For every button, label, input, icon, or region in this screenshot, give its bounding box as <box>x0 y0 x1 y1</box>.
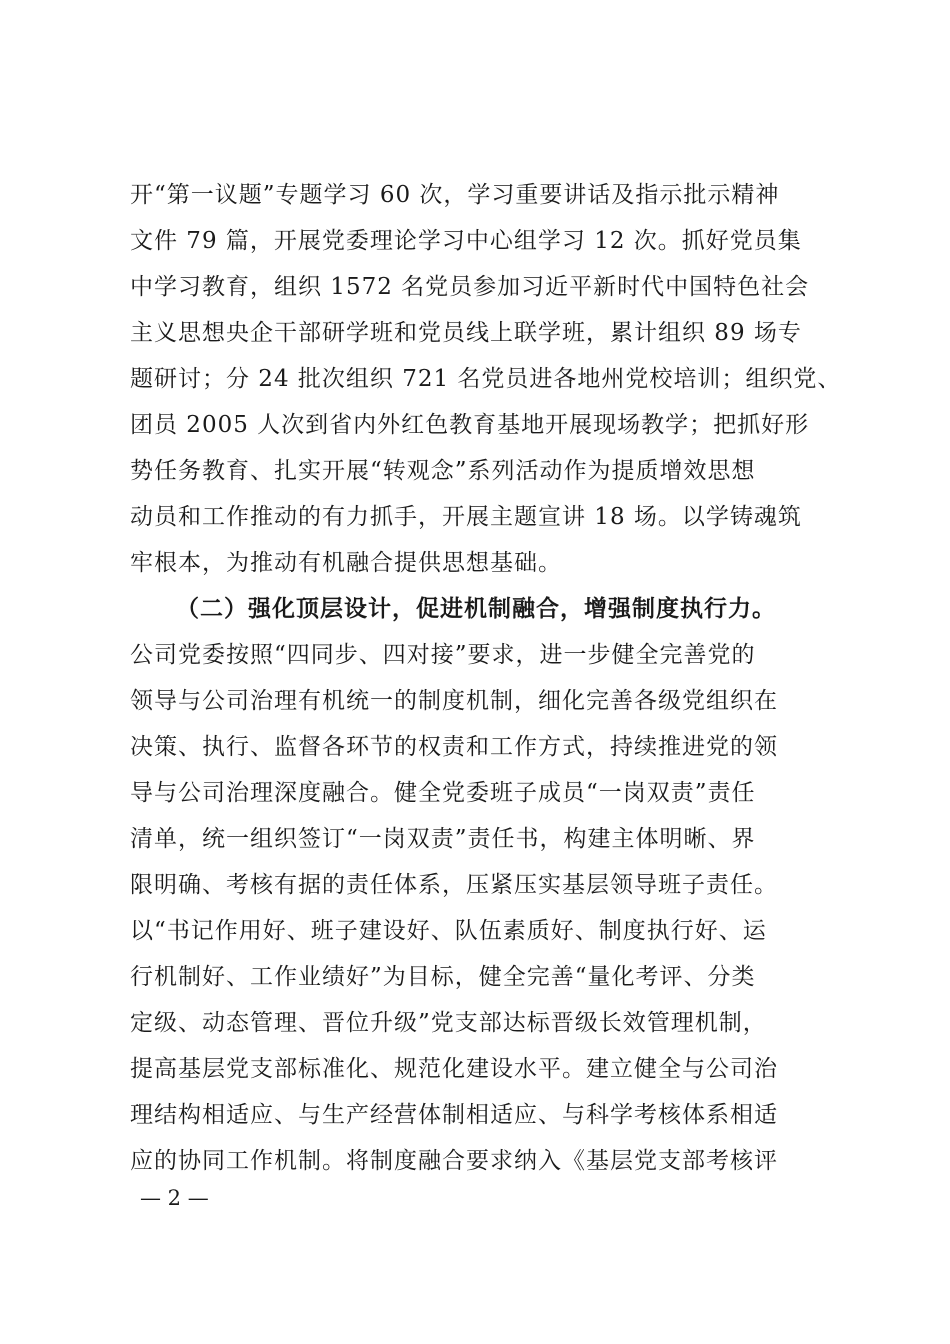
paragraph-line: 清单，统一组织签订“一岗双责”责任书，构建主体明晰、界 <box>130 826 756 852</box>
paragraph-line: 行机制好、工作业绩好”为目标，健全完善“量化考评、分类 <box>130 964 756 990</box>
paragraph-line: 提高基层党支部标准化、规范化建设水平。建立健全与公司治 <box>130 1056 778 1082</box>
paragraph-line: 题研讨；分 24 批次组织 721 名党员进各地州党校培训；组织党、 <box>130 366 842 392</box>
paragraph-line: 动员和工作推动的有力抓手，开展主题宣讲 18 场。以学铸魂筑 <box>130 504 802 530</box>
paragraph-line: 中学习教育，组织 1572 名党员参加习近平新时代中国特色社会 <box>130 274 810 300</box>
paragraph-line: 领导与公司治理有机统一的制度机制，细化完善各级党组织在 <box>130 688 778 714</box>
paragraph-line: 理结构相适应、与生产经营体制相适应、与科学考核体系相适 <box>130 1102 778 1128</box>
paragraph-line: 定级、动态管理、晋位升级”党支部达标晋级长效管理机制， <box>130 1010 767 1036</box>
paragraph-line: 公司党委按照“四同步、四对接”要求，进一步健全完善党的 <box>130 642 756 668</box>
paragraph-line: 导与公司治理深度融合。健全党委班子成员“一岗双责”责任 <box>130 780 756 806</box>
paragraph-line: 以“书记作用好、班子建设好、队伍素质好、制度执行好、运 <box>130 918 767 944</box>
paragraph-line: 开“第一议题”专题学习 60 次，学习重要讲话及指示批示精神 <box>130 182 780 208</box>
paragraph-line: 主义思想央企干部研学班和党员线上联学班，累计组织 89 场专 <box>130 320 802 346</box>
paragraph-line: 应的协同工作机制。将制度融合要求纳入《基层党支部考核评 <box>130 1148 778 1174</box>
page-number: — 2 — <box>140 1186 209 1210</box>
paragraph-line: 限明确、考核有据的责任体系，压紧压实基层领导班子责任。 <box>130 872 778 898</box>
paragraph-line: 文件 79 篇，开展党委理论学习中心组学习 12 次。抓好党员集 <box>130 228 802 254</box>
paragraph-line: 牢根本，为推动有机融合提供思想基础。 <box>130 550 562 576</box>
section-heading: （二）强化顶层设计，促进机制融合，增强制度执行力。 <box>176 595 776 622</box>
paragraph-line: 势任务教育、扎实开展“转观念”系列活动作为提质增效思想 <box>130 458 756 484</box>
paragraph-line: 决策、执行、监督各环节的权责和工作方式，持续推进党的领 <box>130 734 778 760</box>
paragraph-line: 团员 2005 人次到省内外红色教育基地开展现场教学；把抓好形 <box>130 412 810 438</box>
